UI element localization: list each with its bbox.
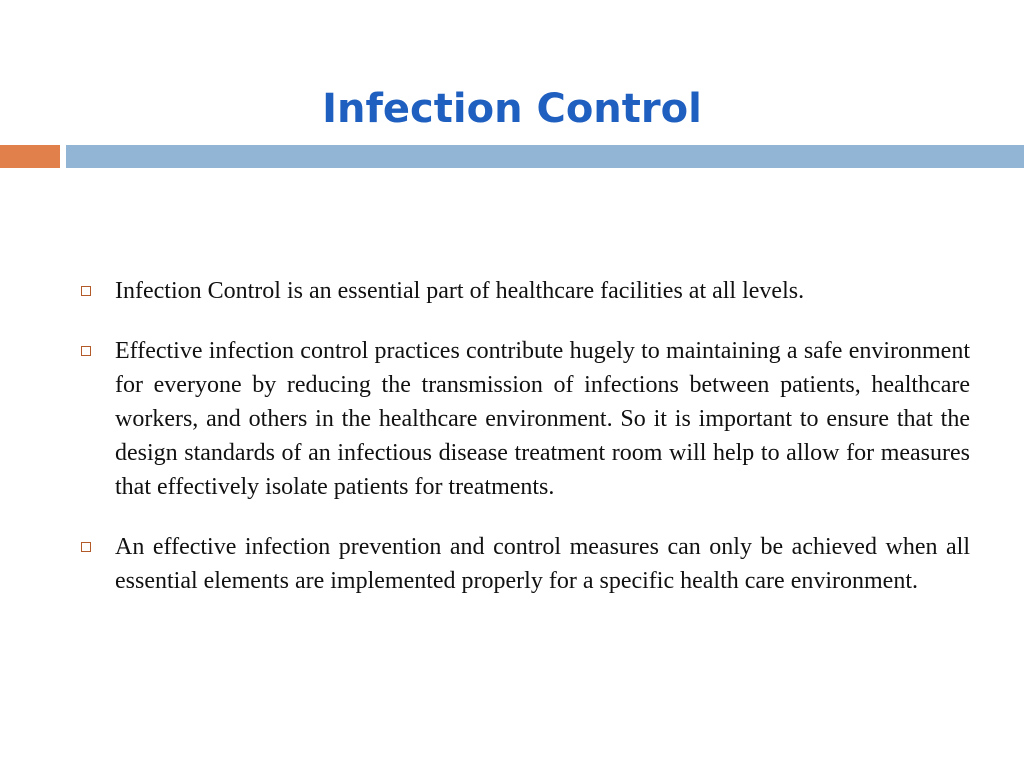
slide-title: Infection Control: [322, 85, 702, 132]
bullet-item: [0, 334, 1024, 504]
hollow-square-icon: [81, 286, 91, 296]
hollow-square-icon: [81, 542, 91, 552]
accent-bar-blue: [66, 145, 1024, 168]
hollow-square-icon: [81, 346, 91, 356]
accent-bar-orange: [0, 145, 60, 168]
bullet-list: [0, 274, 1024, 624]
bullet-text: Infection Control is an essential part of healthcare facilities at all levels.: [115, 278, 805, 304]
bullet-text: An effective infection prevention and control measures can only be achieved when all essential elements are implemented properly for a specific health care environment.: [115, 534, 970, 594]
bullet-item: [0, 274, 1024, 308]
bullet-text: Effective infection control practices contribute hugely to maintaining a safe environment for everyone by reducing the transmission of infections between patients, healthcare workers, and others in the healthcare environment. So it is important to ensure that the design standards of an infectious disease treatment room will help to allow for measures that effectively isolate patients for treatments.: [115, 338, 970, 500]
bullet-item: [0, 530, 1024, 598]
